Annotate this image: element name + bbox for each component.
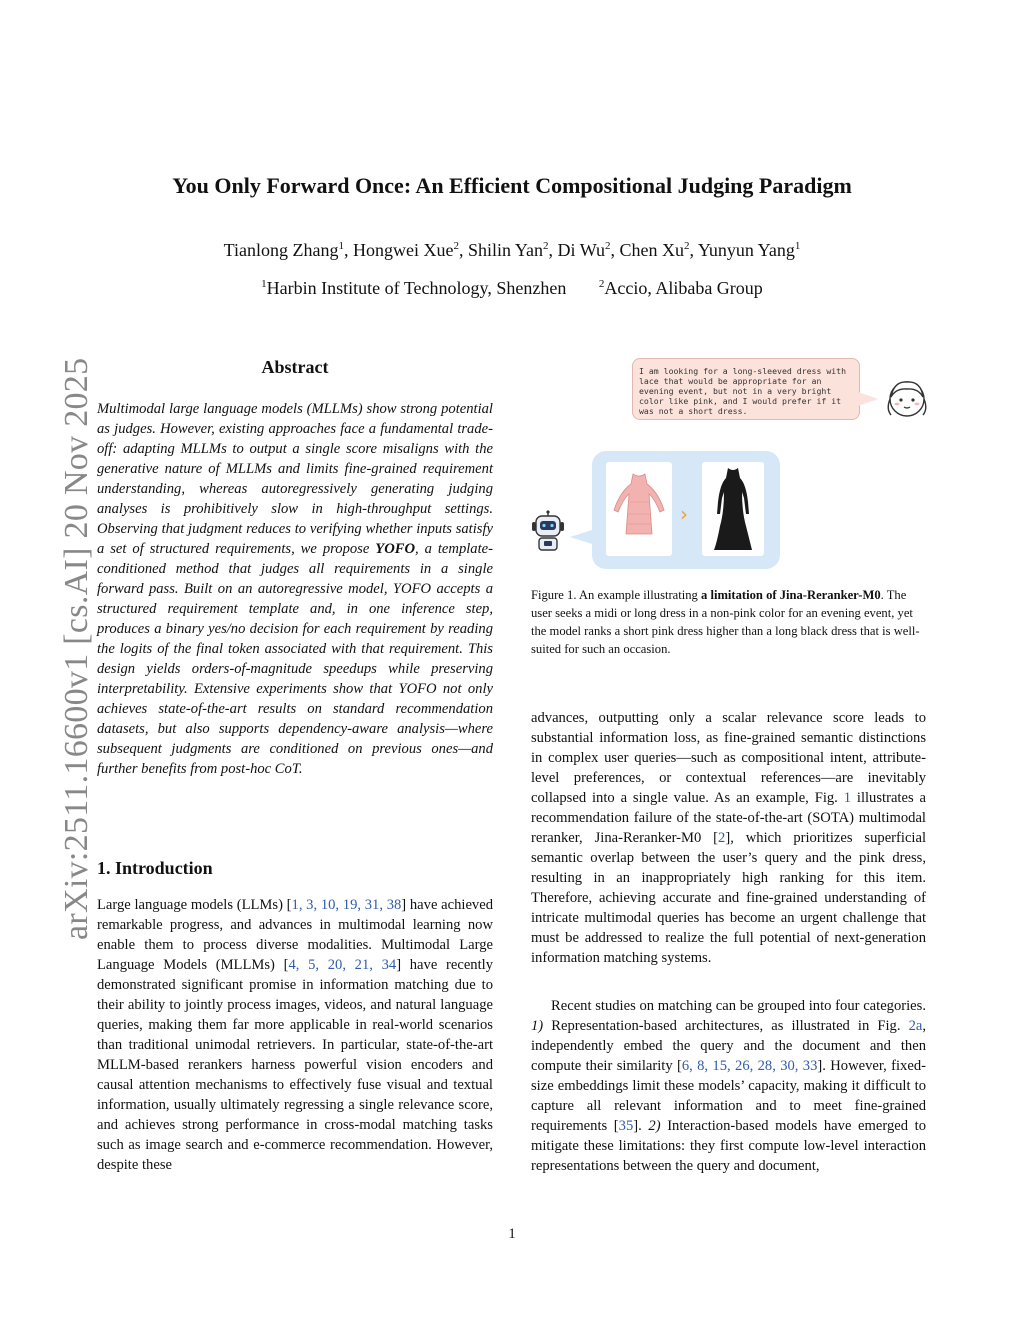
black-dress-icon: [702, 462, 764, 556]
citation-link[interactable]: 6, 8, 15, 26, 28, 30, 33: [681, 1058, 818, 1074]
arrow-icon: ›: [680, 502, 688, 526]
author: Chen Xu$^2$: [619, 240, 690, 260]
arxiv-stamp: arXiv:2511.16600v1 [cs.AI] 20 Nov 2025: [58, 357, 95, 940]
affiliation: $^1$Harbin Institute of Technology, Shenzhen: [261, 278, 567, 298]
author: Di Wu$^2$: [557, 240, 611, 260]
page-number: 1: [508, 1226, 516, 1242]
method-name: YOFO: [375, 541, 416, 557]
author-list: Tianlong Zhang$^1$, Hongwei Xue$^2$, Shilin Yan$^2$, Di Wu$^2$, Chen Xu$^2$, Yunyun Yang$^1$: [223, 240, 801, 260]
author: Shilin Yan$^2$: [467, 240, 549, 260]
figure-reference-link[interactable]: 1: [843, 790, 852, 806]
robot-icon: [528, 510, 568, 554]
pink-dress-image: [606, 462, 672, 556]
bubble-tail: [858, 392, 878, 406]
black-dress-image: [702, 462, 764, 556]
paper-title: You Only Forward Once: An Efficient Compositional Judging Paradigm: [172, 173, 852, 198]
query-speech-bubble: I am looking for a long-sleeved dress with lace that would be appropriate for an evening event, but not in a very bright color like pink, and I would prefer if it was not a short dress.: [632, 358, 860, 420]
affiliation: $^2$Accio, Alibaba Group: [598, 278, 763, 298]
author: Yunyun Yang$^1$: [697, 240, 801, 260]
author: Hongwei Xue$^2$: [352, 240, 459, 260]
intro-paragraph-2: advances, outputting only a scalar relevance score leads to substantial information loss, as fine-grained semantic distinctions in complex user queries—such as compositional intent, attribute-level preferences, or contextual references—are inevitably collapsed into a single value. As an example, Fig. 1 illustrates a recommendation failure of the state-of-the-art (SOTA) multimodal reranker, Jina-Reranker-M0 [2], which prioritizes superficial semantic overlap between the user’s query and the pink dress, resulting in an inappropriately high ranking for this item. Therefore, achieving accurate and fine-grained understanding of intricate multimodal queries has become an urgent challenge that must be addressed to realize the full potential of next-generation information matching systems.: [531, 710, 927, 966]
figure-1-caption: Figure 1. An example illustrating a limitation of Jina-Reranker-M0. The user seeks a midi or long dress in a non-pink color for an evening event, yet the model ranks a short pink dress higher than a long black dress that is well-suited for such an occasion.: [531, 588, 920, 656]
intro-paragraph-1: Large language models (LLMs) [1, 3, 10, 19, 31, 38] have achieved remarkable progress, and advances in multimodal learning now enable them to process diverse modalities. Multimodal Large Language Models (MLLMs) [4, 5, 20, 21, 34] have recently demonstrated significant promise in information matching due to their ability to jointly process images, videos, and natural language queries, making them far more applicable in real-world scenarios than traditional unimodal retrievers. In particular, state-of-the-art MLLM-based rerankers harness powerful vision encoders and causal attention mechanisms to effectively fuse visual and textual information, usually ultimately regressing a single relevance score, and achieves strong performance in cross-modal matching tasks such as image search and e-commerce recommendation. However, despite these: [97, 897, 493, 1173]
citation-link[interactable]: 1, 3, 10, 19, 31, 38: [291, 897, 402, 913]
pink-dress-icon: [606, 462, 672, 556]
intro-paragraph-3: Recent studies on matching can be grouped into four categories. 1) Representation-based architectures, as illustrated in Fig. 2a, independently embed the query and the document and then compute their similarity [6, 8, 15, 26, 28, 30, 33]. However, fixed-size embeddings limit these models’ capacity, making it difficult to capture all relevant information and to meet fine-grained requirements [35]. 2) Interaction-based models have emerged to mitigate these limitations: they first compute low-level interaction representations between the query and document,: [531, 998, 926, 1174]
section-heading-introduction: 1. Introduction: [97, 858, 213, 878]
user-avatar-icon: [884, 377, 930, 421]
abstract-heading: Abstract: [261, 357, 329, 377]
figure-reference-link[interactable]: 2a: [908, 1018, 923, 1034]
author: Tianlong Zhang$^1$: [223, 240, 344, 260]
citation-link[interactable]: 35: [618, 1118, 634, 1134]
citation-link[interactable]: 2: [718, 830, 726, 846]
panel-tail: [570, 530, 592, 544]
abstract-text: Multimodal large language models (MLLMs) show strong potential as judges. However, existing approaches face a fundamental trade-off: adapting MLLMs to output a single score misaligns with the generative nature of MLLMs and limits fine-grained requirement understanding, whereas autoregressively generating judging analyses is prohibitively slow in high-throughput settings. Observing that judgment reduces to verifying whether inputs satisfy a set of structured requirements, we propose YOFO, a template-conditioned method that judges all requirements in a single forward pass. Built on an autoregressive model, YOFO accepts a structured requirement template and, in one inference step, produces a binary yes/no decision for each requirement by reading the logits of the final token associated with that requirement. This design yields orders-of-magnitude speedups while preserving interpretability. Extensive experiments show that YOFO not only achieves state-of-the-art results on standard recommendation datasets, but also supports dependency-aware analysis—where subsequent judgments are conditioned on previous ones—and further benefits from post-hoc CoT.: [97, 401, 493, 777]
citation-link[interactable]: 4, 5, 20, 21, 34: [288, 957, 397, 973]
affiliation-list: [0, 278, 1024, 299]
